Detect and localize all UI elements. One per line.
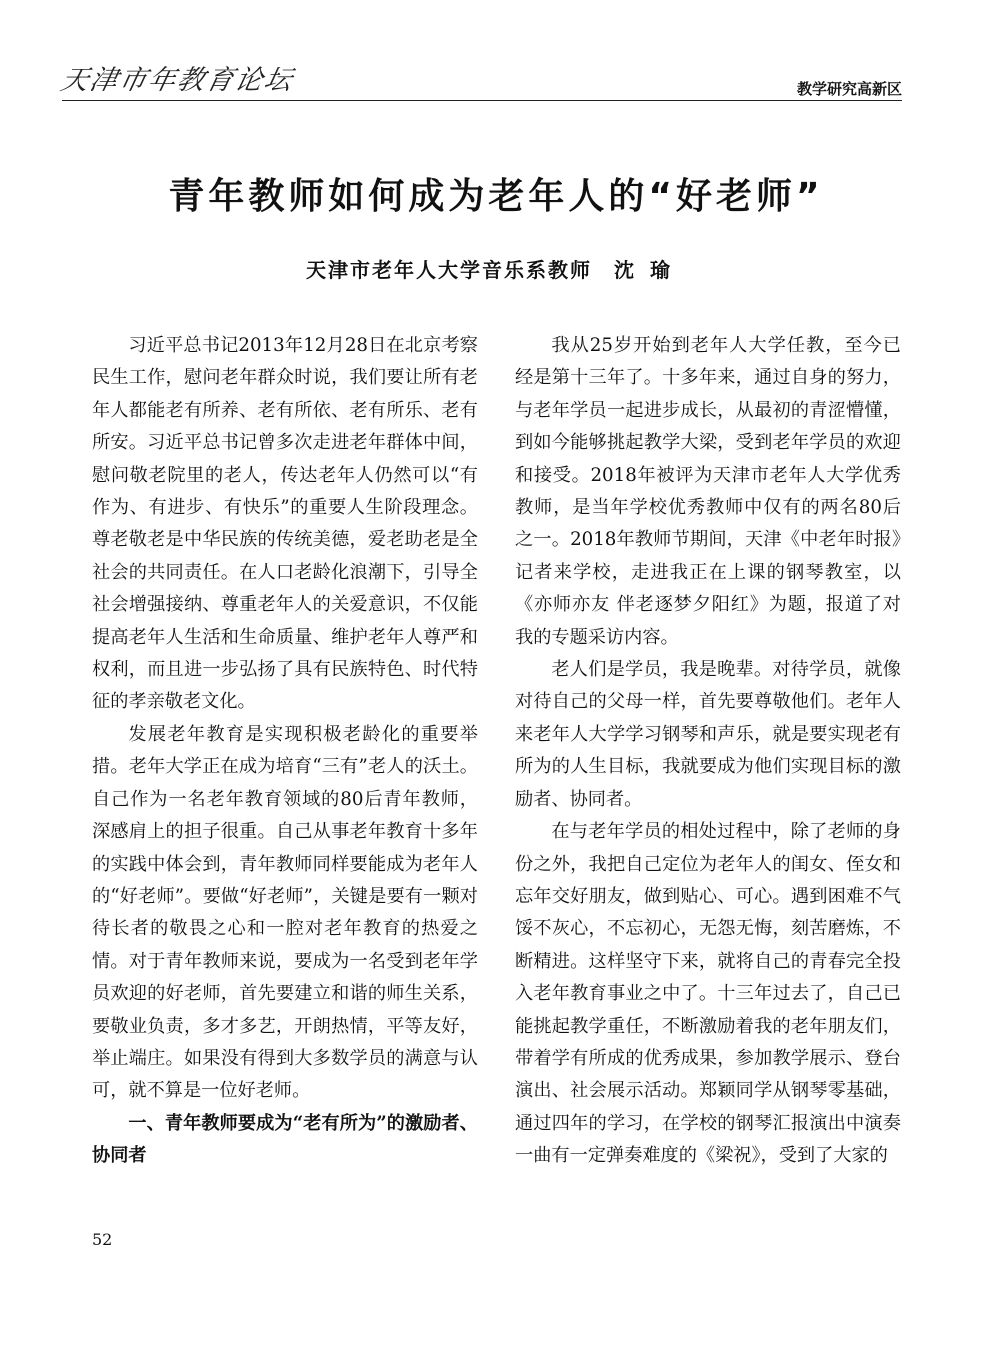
byline-author: 沈瑜 xyxy=(614,258,686,282)
section-label: 教学研究高新区 xyxy=(796,80,902,98)
byline xyxy=(0,254,992,283)
byline-affiliation: 天津市老年人大学音乐系教师 xyxy=(306,258,592,282)
paragraph: 发展老年教育是实现积极老龄化的重要举措。老年大学正在成为培育“三有”老人的沃土。自己作为一名老年教育领域的80后青年教师，深感肩上的担子很重。自己从事老年教育十多年的实践中体会到，青年教师同样要能成为老年人的“好老师”。要做“好老师”，关键是要有一颗对待长者的敬畏之心和一腔对老年教育的热爱之情。对于青年教师来说，要成为一名受到老年学员欢迎的好老师，首先要建立和谐的师生关系，要敬业负责，多才多艺，开朗热情，平等友好，举止端庄。如果没有得到大多数学员的满意与认可，就不算是一位好老师。 xyxy=(92,723,478,1102)
journal-name: 天津市年教育论坛 xyxy=(58,65,297,96)
article-title: 青年教师如何成为老年人的“好老师” xyxy=(168,176,824,217)
paragraph: 我从25岁开始到老年人大学任教，至今已经是第十三年了。十多年来，通过自身的努力，与老年学员一起进步成长，从最初的青涩懵懂，到如今能够挑起教学大梁，受到老年学员的欢迎和接受。2018年被评为天津市老年人大学优秀教师，是当年学校优秀教师中仅有的两名80后之一。2018年教师节期间，天津《中老年时报》记者来学校，走进我正在上课的钢琴教室，以《亦师亦友 伴老逐梦夕阳红》为题，报道了对我的专题采访内容。 xyxy=(515,335,901,648)
paragraph: 习近平总书记2013年12月28日在北京考察民生工作，慰问老年群众时说，我们要让所有老年人都能老有所养、老有所依、老有所乐、老有所安。习近平总书记曾多次走进老年群体中间，慰问敬老院里的老人，传达老年人仍然可以“有作为、有进步、有快乐”的重要人生阶段理念。尊老敬老是中华民族的传统美德，爱老助老是全社会的共同责任。在人口老龄化浪潮下，引导全社会增强接纳、尊重老年人的关爱意识，不仅能提高老年人生活和生命质量、维护老年人尊严和权利，而且进一步弘扬了具有民族特色、时代特征的孝亲敬老文化。 xyxy=(92,335,478,713)
paragraph: 在与老年学员的相处过程中，除了老师的身份之外，我把自己定位为老年人的闺女、侄女和忘年交好朋友，做到贴心、可心。遇到困难不气馁不灰心，不忘初心，无怨无悔，刻苦磨炼，不断精进。这样坚守下来，就将自己的青春完全投入老年教育事业之中了。十三年过去了，自己已能挑起教学重任，不断激励着我的老年朋友们，带着学有所成的优秀成果，参加教学展示、登台演出、社会展示活动。郑颖同学从钢琴零基础，通过四年的学习，在学校的钢琴汇报演出中演奏一曲有一定弹奏难度的《梁祝》，受到了大家的 xyxy=(515,821,901,1167)
right-column xyxy=(515,330,901,1173)
masthead xyxy=(58,58,902,106)
page-number: 52 xyxy=(92,1230,113,1249)
section-heading: 一、青年教师要成为“老有所为”的激励者、协同者 xyxy=(92,1112,478,1167)
paragraph: 老人们是学员，我是晚辈。对待学员，就像对待自己的父母一样，首先要尊敬他们。老年人来老年人大学学习钢琴和声乐，就是要实现老有所为的人生目标，我就要成为他们实现目标的激励者、协同者。 xyxy=(515,659,901,810)
header-rule xyxy=(62,100,902,101)
left-column xyxy=(92,330,478,1173)
